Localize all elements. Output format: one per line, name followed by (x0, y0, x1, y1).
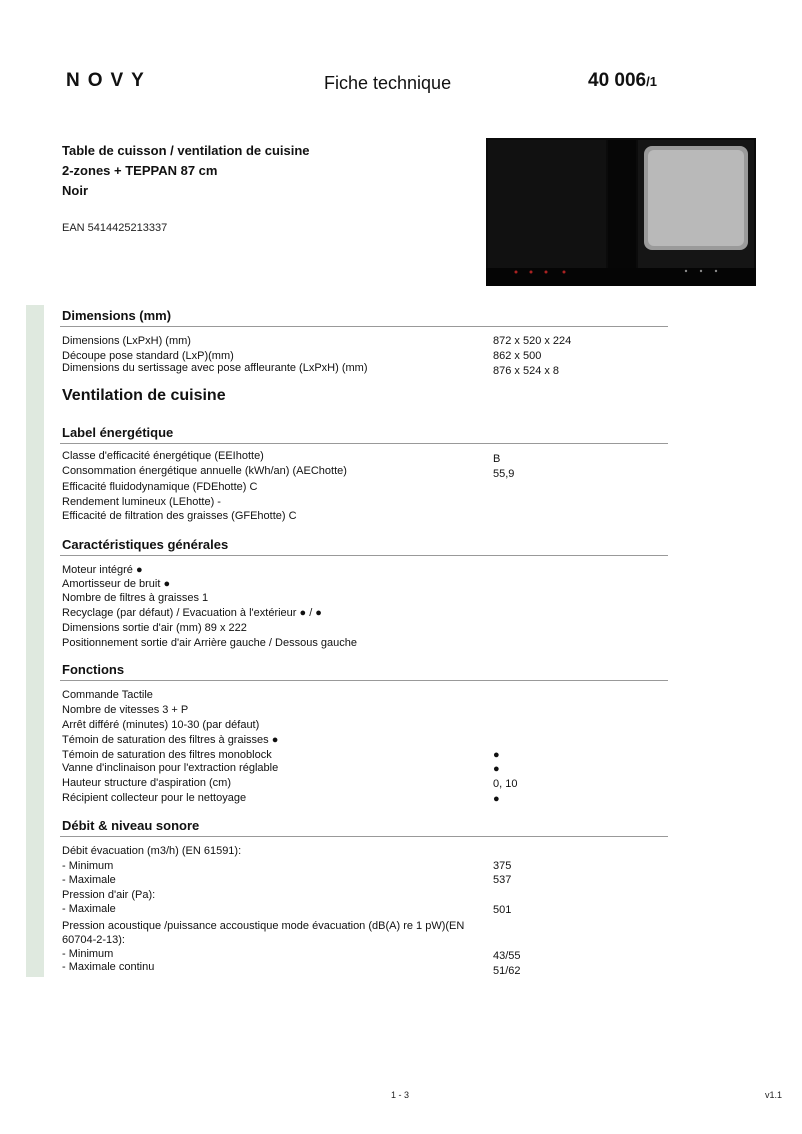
spec-row-label: - Maximale continu (62, 961, 155, 973)
spec-row-value: 862 x 500 (493, 350, 542, 362)
spec-row-label: Efficacité fluidodynamique (FDEhotte) C (62, 481, 258, 493)
spec-row-value: ● (493, 763, 500, 775)
spec-row-value: ● (493, 749, 500, 761)
page-number: 1 - 3 (391, 1090, 410, 1100)
spec-row-value: ● (493, 793, 500, 805)
product-color: Noir (62, 183, 88, 198)
spec-row-label: Nombre de filtres à graisses 1 (62, 592, 209, 604)
section-heading-general: Caractéristiques générales (62, 537, 229, 552)
spec-row-label: Commande Tactile (62, 689, 153, 701)
spec-row-label: Positionnement sortie d'air Arrière gauche / Dessous gauche (62, 637, 357, 649)
section-divider (60, 555, 668, 556)
spec-row-label: - Maximale (62, 874, 116, 886)
spec-row-label: - Maximale (62, 903, 116, 915)
ventilation-title: Ventilation de cuisine (62, 387, 226, 404)
spec-row-label: Rendement lumineux (LEhotte) - (62, 496, 221, 508)
spec-row-label: Arrêt différé (minutes) 10-30 (par défaut) (62, 719, 260, 731)
spec-row-label: Vanne d'inclinaison pour l'extraction réglable (62, 762, 279, 774)
section-divider (60, 326, 668, 327)
spec-row-label: Dimensions (LxPxH) (mm) (62, 335, 191, 347)
ean-code: EAN 5414425213337 (62, 222, 168, 234)
spec-row-value: 375 (493, 860, 512, 872)
spec-row-value: 43/55 (493, 950, 521, 962)
spec-row-label: Dimensions sortie d'air (mm) 89 x 222 (62, 622, 247, 634)
section-divider (60, 443, 668, 444)
version-label: v1.1 (765, 1090, 783, 1100)
document-number-suffix: /1 (646, 74, 657, 89)
spec-row-label: Pression acoustique /puissance accoustique mode évacuation (dB(A) re 1 pW)(EN (62, 920, 465, 932)
spec-row-value: B (493, 453, 501, 465)
section-heading-functions: Fonctions (62, 662, 125, 677)
spec-row-value: 51/62 (493, 965, 521, 977)
spec-row-value: 537 (493, 874, 512, 886)
product-photo (486, 138, 756, 286)
spec-row-label: Recyclage (par défaut) / Evacuation à l'extérieur ● / ● (62, 607, 322, 619)
spec-row-label: Classe d'efficacité énergétique (EEIhotte) (62, 450, 264, 462)
spec-row-value: 55,9 (493, 468, 515, 480)
page-title: Fiche technique (324, 73, 452, 93)
cooktop-illustration (486, 138, 756, 286)
spec-row-label: Nombre de vitesses 3 + P (62, 704, 189, 716)
spec-row-value: 876 x 524 x 8 (493, 365, 560, 377)
spec-row-label: 60704-2-13): (62, 934, 125, 946)
spec-row-label: Témoin de saturation des filtres à graisses ● (62, 734, 279, 746)
sidebar-band (26, 305, 44, 977)
spec-row-label: Moteur intégré ● (62, 564, 143, 576)
spec-row-label: Récipient collecteur pour le nettoyage (62, 792, 247, 804)
document-number (588, 70, 657, 92)
product-variant: 2-zones + TEPPAN 87 cm (62, 163, 218, 178)
document-number-main: 40 006 (588, 70, 647, 91)
spec-row-label: - Minimum (62, 948, 114, 960)
spec-row-label: Consommation énergétique annuelle (kWh/an) (AEChotte) (62, 465, 347, 477)
brand-logo: NOVY (66, 70, 152, 91)
spec-row-label: Découpe pose standard (LxP)(mm) (62, 350, 234, 362)
spec-row-label: Efficacité de filtration des graisses (GFEhotte) C (62, 510, 297, 522)
product-name: Table de cuisson / ventilation de cuisine (62, 143, 310, 158)
section-heading-dimensions: Dimensions (mm) (62, 308, 172, 323)
section-divider (60, 836, 668, 837)
spec-row-label: Hauteur structure d'aspiration (cm) (62, 777, 231, 789)
spec-row-value: 501 (493, 904, 512, 916)
spec-row-label: Dimensions du sertissage avec pose affleurante (LxPxH) (mm) (62, 362, 368, 374)
section-heading-energy: Label énergétique (62, 425, 174, 440)
spec-row-label: - Minimum (62, 860, 114, 872)
section-divider (60, 680, 668, 681)
spec-row-label: Amortisseur de bruit ● (62, 578, 171, 590)
section-heading-flow: Débit & niveau sonore (62, 818, 200, 833)
spec-row-label: Débit évacuation (m3/h) (EN 61591): (62, 845, 242, 857)
spec-row-value: 872 x 520 x 224 (493, 335, 572, 347)
spec-row-value: 0, 10 (493, 778, 518, 790)
spec-row-label: Témoin de saturation des filtres monoblock (62, 749, 272, 761)
spec-row-label: Pression d'air (Pa): (62, 889, 156, 901)
